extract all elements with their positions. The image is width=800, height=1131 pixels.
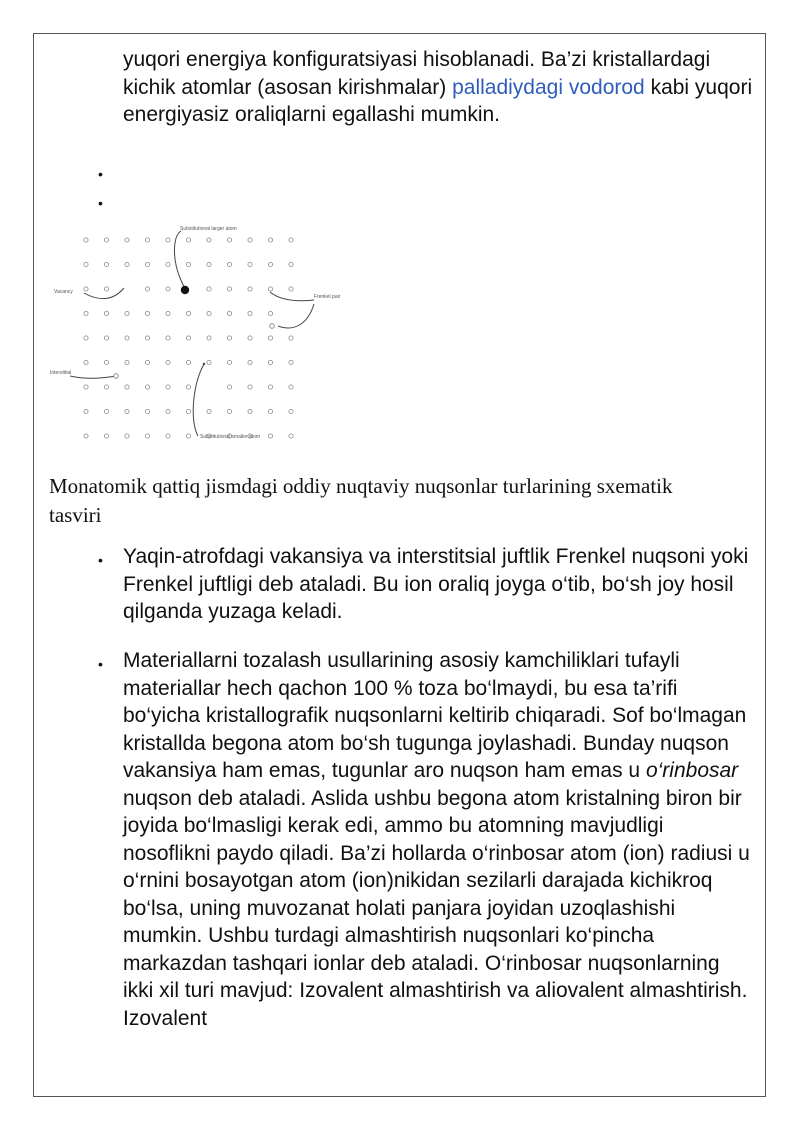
lattice-atom (289, 409, 293, 413)
lattice-atom (207, 409, 211, 413)
lattice-atom (125, 409, 129, 413)
lattice-atom (227, 360, 231, 364)
lattice-atom (104, 409, 108, 413)
paragraph-part-2: nuqson deb ataladi. Aslida ushbu begona atom kristalning biron bir joyida bo‘lmasligi kerak edi, ammo bu atomning mavjudligi nosoflikni paydo qiladi. Ba’zi hollarda o‘rinbosar atom (ion) radiusi u o‘rnini bosayotgan atom (ion)nikidan sezilarli darajada kichikroq bo‘lsa, uning muvozanat holati panjara joyidan uzoqlashishi mumkin. Ushbu turdagi almashtirish nuqsonlari ko‘pincha markazdan tashqari ionlar deb ataladi. O‘rinbosar nuqsonlarning ikki xil turi mavjud: Izovalent almashtirish va aliovalent almashtirish. Izovalent (123, 786, 750, 1030)
lattice-atom (84, 311, 88, 315)
lattice-atom (268, 262, 272, 266)
lattice-atom (84, 287, 88, 291)
label-substitutional-larger: Substitutional larger atom (180, 226, 237, 232)
label-interstitial: Interstitial (50, 370, 72, 376)
lattice-atom (125, 311, 129, 315)
lattice-atom (84, 385, 88, 389)
arrow-interstitial (70, 376, 116, 378)
lattice-atom (145, 238, 149, 242)
lattice-atom (84, 409, 88, 413)
lattice-atom (289, 287, 293, 291)
lattice-atom (268, 287, 272, 291)
frenkel-interstitial-atom (270, 324, 275, 329)
lattice-atom (289, 336, 293, 340)
lattice-atom (207, 262, 211, 266)
lattice-atom (145, 434, 149, 438)
lattice-atom (104, 434, 108, 438)
lattice-atom (145, 336, 149, 340)
lattice-atom (104, 287, 108, 291)
lattice-atom (248, 385, 252, 389)
lattice-atom (268, 385, 272, 389)
intro-text-after: kabi yuqori energiyasiz oraliqlarni egallashi mumkin. (123, 75, 753, 126)
lattice-atom (145, 409, 149, 413)
interstitial-atom (114, 374, 119, 379)
arrow-frenkel-lower (278, 304, 314, 328)
label-frenkel-pair: Frenkel pair (314, 294, 341, 300)
lattice-atom (207, 311, 211, 315)
bullet-paragraph-frenkel: Yaqin-atrofdagi vakansiya va interstitsial juftlik Frenkel nuqsoni yoki Frenkel juftligi deb ataladi. Bu ion oraliq joyga o‘tib, bo‘sh joy hosil qilganda yuzaga keladi. (123, 545, 749, 623)
arrow-frenkel-upper (270, 292, 314, 301)
lattice-atom (145, 262, 149, 266)
lattice-atom (145, 311, 149, 315)
lattice-atom (166, 409, 170, 413)
lattice-atom (125, 238, 129, 242)
lattice-atom (289, 385, 293, 389)
lattice-atom (227, 336, 231, 340)
arrow-vacancy (84, 288, 124, 299)
lattice-atom (248, 262, 252, 266)
lattice-atom (186, 409, 190, 413)
lattice-atom (268, 409, 272, 413)
lattice-atom (84, 360, 88, 364)
lattice-atom (166, 262, 170, 266)
lattice-atom (248, 360, 252, 364)
lattice-atom (227, 311, 231, 315)
palladium-hydrogen-link[interactable]: palladiydagi vodorod (452, 75, 645, 99)
lattice-atom (227, 262, 231, 266)
lattice-atom (248, 238, 252, 242)
lattice-diagram (48, 222, 348, 444)
lattice-atom (84, 336, 88, 340)
lattice-atom (289, 360, 293, 364)
intro-text-before: yuqori energiya konfiguratsiyasi hisoblanadi. Ba’zi kristallardagi kichik atomlar (asosan kirishmalar) (123, 48, 711, 99)
lattice-atom (207, 287, 211, 291)
lattice-atom (104, 238, 108, 242)
lattice-atom (207, 360, 211, 364)
intro-paragraph (123, 46, 753, 129)
lattice-atom (227, 409, 231, 413)
bullet-paragraph-substitutional (123, 647, 753, 1032)
lattice-atom (186, 360, 190, 364)
small-substitutional-atom (203, 363, 205, 365)
lattice-atom (84, 434, 88, 438)
lattice-atom (186, 385, 190, 389)
lattice-atom (268, 434, 272, 438)
bullet-marker-1: • (98, 552, 103, 568)
lattice-atom (166, 385, 170, 389)
annotation-arrows (70, 231, 314, 436)
empty-bullet-1: • (98, 166, 103, 182)
lattice-atom (227, 238, 231, 242)
lattice-atom (186, 262, 190, 266)
lattice-atom (248, 287, 252, 291)
lattice-atom (268, 311, 272, 315)
lattice-atom (166, 360, 170, 364)
arrow-substitutional-larger (174, 231, 184, 287)
large-substitutional-atom (181, 286, 189, 294)
lattice-atom (186, 336, 190, 340)
lattice-atom (248, 409, 252, 413)
lattice-atom (145, 287, 149, 291)
lattice-atoms (84, 238, 293, 438)
arrow-substitutional-smaller (193, 364, 204, 436)
figure-caption: Monatomik qattiq jismdagi oddiy nuqtaviy nuqsonlar turlarining sxematik tasviri (49, 474, 673, 527)
label-substitutional-smaller: Substitutional smaller atom (200, 434, 261, 440)
lattice-atom (104, 336, 108, 340)
lattice-atom (125, 336, 129, 340)
lattice-atom (125, 262, 129, 266)
lattice-atom (248, 336, 252, 340)
lattice-atom (166, 287, 170, 291)
lattice-atom (125, 360, 129, 364)
lattice-atom (84, 238, 88, 242)
lattice-atom (104, 385, 108, 389)
lattice-atom (289, 238, 293, 242)
lattice-atom (227, 385, 231, 389)
lattice-atom (289, 434, 293, 438)
label-vacancy: Vacancy (54, 289, 73, 295)
lattice-atom (207, 336, 211, 340)
lattice-atom (166, 434, 170, 438)
lattice-atom (289, 262, 293, 266)
lattice-atom (166, 336, 170, 340)
lattice-atom (145, 385, 149, 389)
lattice-atom (186, 311, 190, 315)
lattice-atom (227, 287, 231, 291)
point-defects-figure (48, 222, 348, 444)
lattice-atom (166, 238, 170, 242)
lattice-atom (268, 336, 272, 340)
lattice-atom (268, 360, 272, 364)
lattice-atom (268, 238, 272, 242)
lattice-atom (125, 434, 129, 438)
lattice-atom (84, 262, 88, 266)
paragraph-part-1: Materiallarni tozalash usullarining asosiy kamchiliklari tufayli materiallar hech qachon 100 % toza bo‘lmaydi, bu esa ta’rifi bo‘yicha kristallografik nuqsonlarni keltirib chiqaradi. Sof bo‘lmagan kristallda begona atom bo‘sh tugunga joylashadi. Bunday nuqson vakansiya ham emas, tugunlar aro nuqson ham emas u (123, 649, 747, 782)
bullet-marker-2: • (98, 656, 103, 672)
lattice-atom (248, 311, 252, 315)
lattice-atom (104, 360, 108, 364)
lattice-atom (186, 434, 190, 438)
lattice-atom (186, 238, 190, 242)
lattice-atom (125, 385, 129, 389)
empty-bullet-2: • (98, 195, 103, 211)
lattice-atom (145, 360, 149, 364)
italic-term: o‘rinbosar (645, 759, 739, 782)
lattice-atom (104, 262, 108, 266)
lattice-atom (104, 311, 108, 315)
lattice-atom (166, 311, 170, 315)
lattice-atom (207, 238, 211, 242)
